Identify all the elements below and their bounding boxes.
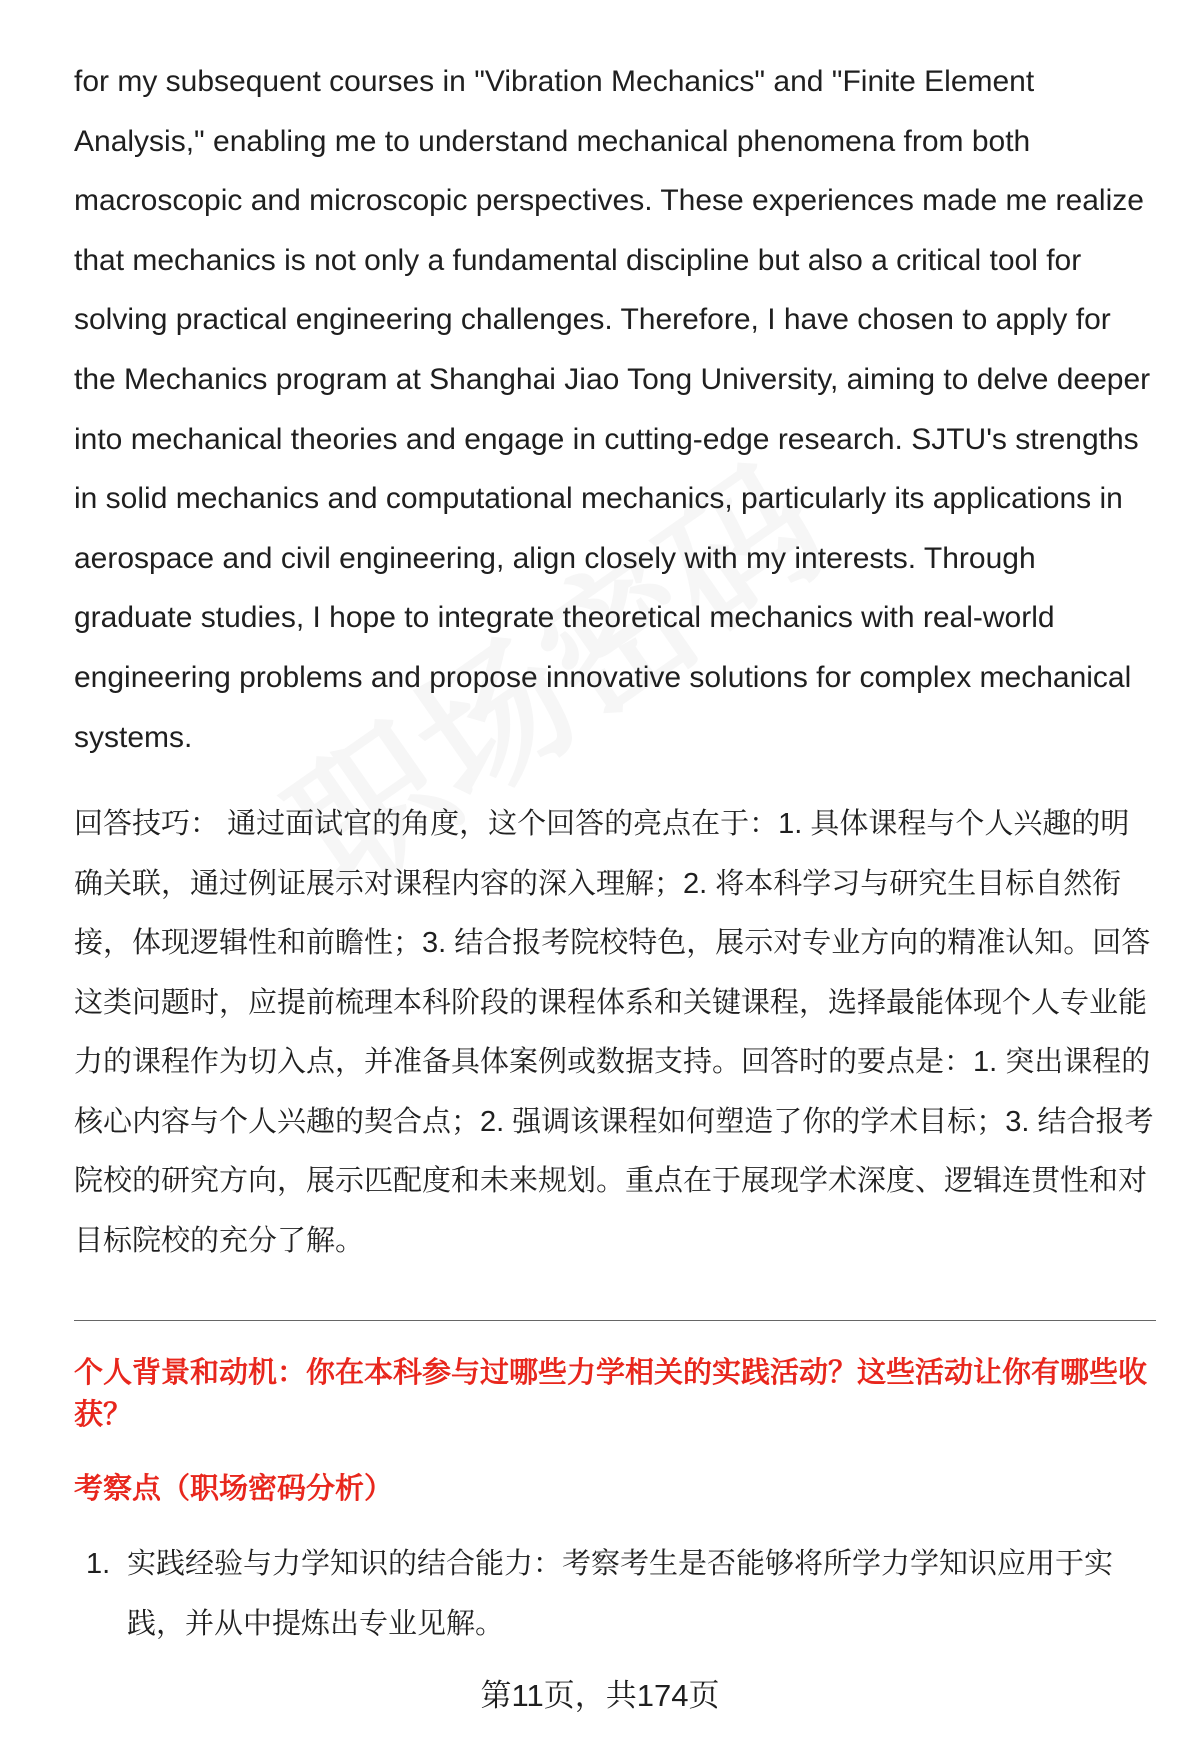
list-item-text: 实践经验与力学知识的结合能力：考察考生是否能够将所学力学知识应用于实践，并从中提炼出专业见解。 — [127, 1548, 1114, 1640]
question-heading: 个人背景和动机：你在本科参与过哪些力学相关的实践活动？这些活动让你有哪些收获？ — [74, 1357, 1148, 1431]
page-number: 第11页，共174页 — [480, 1678, 720, 1713]
list-item — [74, 1534, 1154, 1654]
assessment-list — [74, 1534, 1154, 1654]
section-divider — [74, 1320, 1156, 1321]
answer-tips-paragraph — [74, 795, 1154, 1271]
list-item-number: 1. — [86, 1548, 111, 1580]
assessment-heading: 考察点（职场密码分析） — [74, 1473, 394, 1505]
tips-text: 通过面试官的角度，这个回答的亮点在于：1. 具体课程与个人兴趣的明确关联，通过例证展示对课程内容的深入理解；2. 将本科学习与研究生目标自然衔接，体现逻辑性和前瞻性；3. 结合报考院校特色，展示对专业方向的精准认知。回答这类问题时，应提前梳理本科阶段的课程体系和关键课程，选择最能体现个人专业能力的课程作为切入点，并准备具体案例或数据支持。回答时的要点是：1. 突出课程的核心内容与个人兴趣的契合点；2. 强调该课程如何塑造了你的学术目标；3. 结合报考院校的研究方向，展示匹配度和未来规划。重点在于展现学术深度、逻辑连贯性和对目标院校的充分了解。 — [74, 808, 1154, 1257]
tips-label: 回答技巧： — [74, 808, 220, 840]
answer-paragraph: for my subsequent courses in "Vibration Mechanics" and "Finite Element Analysis," enabling me to understand mechanical phenomena from both macroscopic and microscopic perspectives. These experiences made me realize that mechanics is not only a fundamental discipline but also a critical tool for solving practical engineering challenges. Therefore, I have chosen to apply for the Mechanics program at Shanghai Jiao Tong University, aiming to delve deeper into mechanical theories and engage in cutting-edge research. SJTU's strengths in solid mechanics and computational mechanics, particularly its applications in aerospace and civil engineering, align closely with my interests. Through graduate studies, I hope to integrate theoretical mechanics with real-world engineering problems and propose innovative solutions for complex mechanical systems. — [74, 65, 1151, 754]
